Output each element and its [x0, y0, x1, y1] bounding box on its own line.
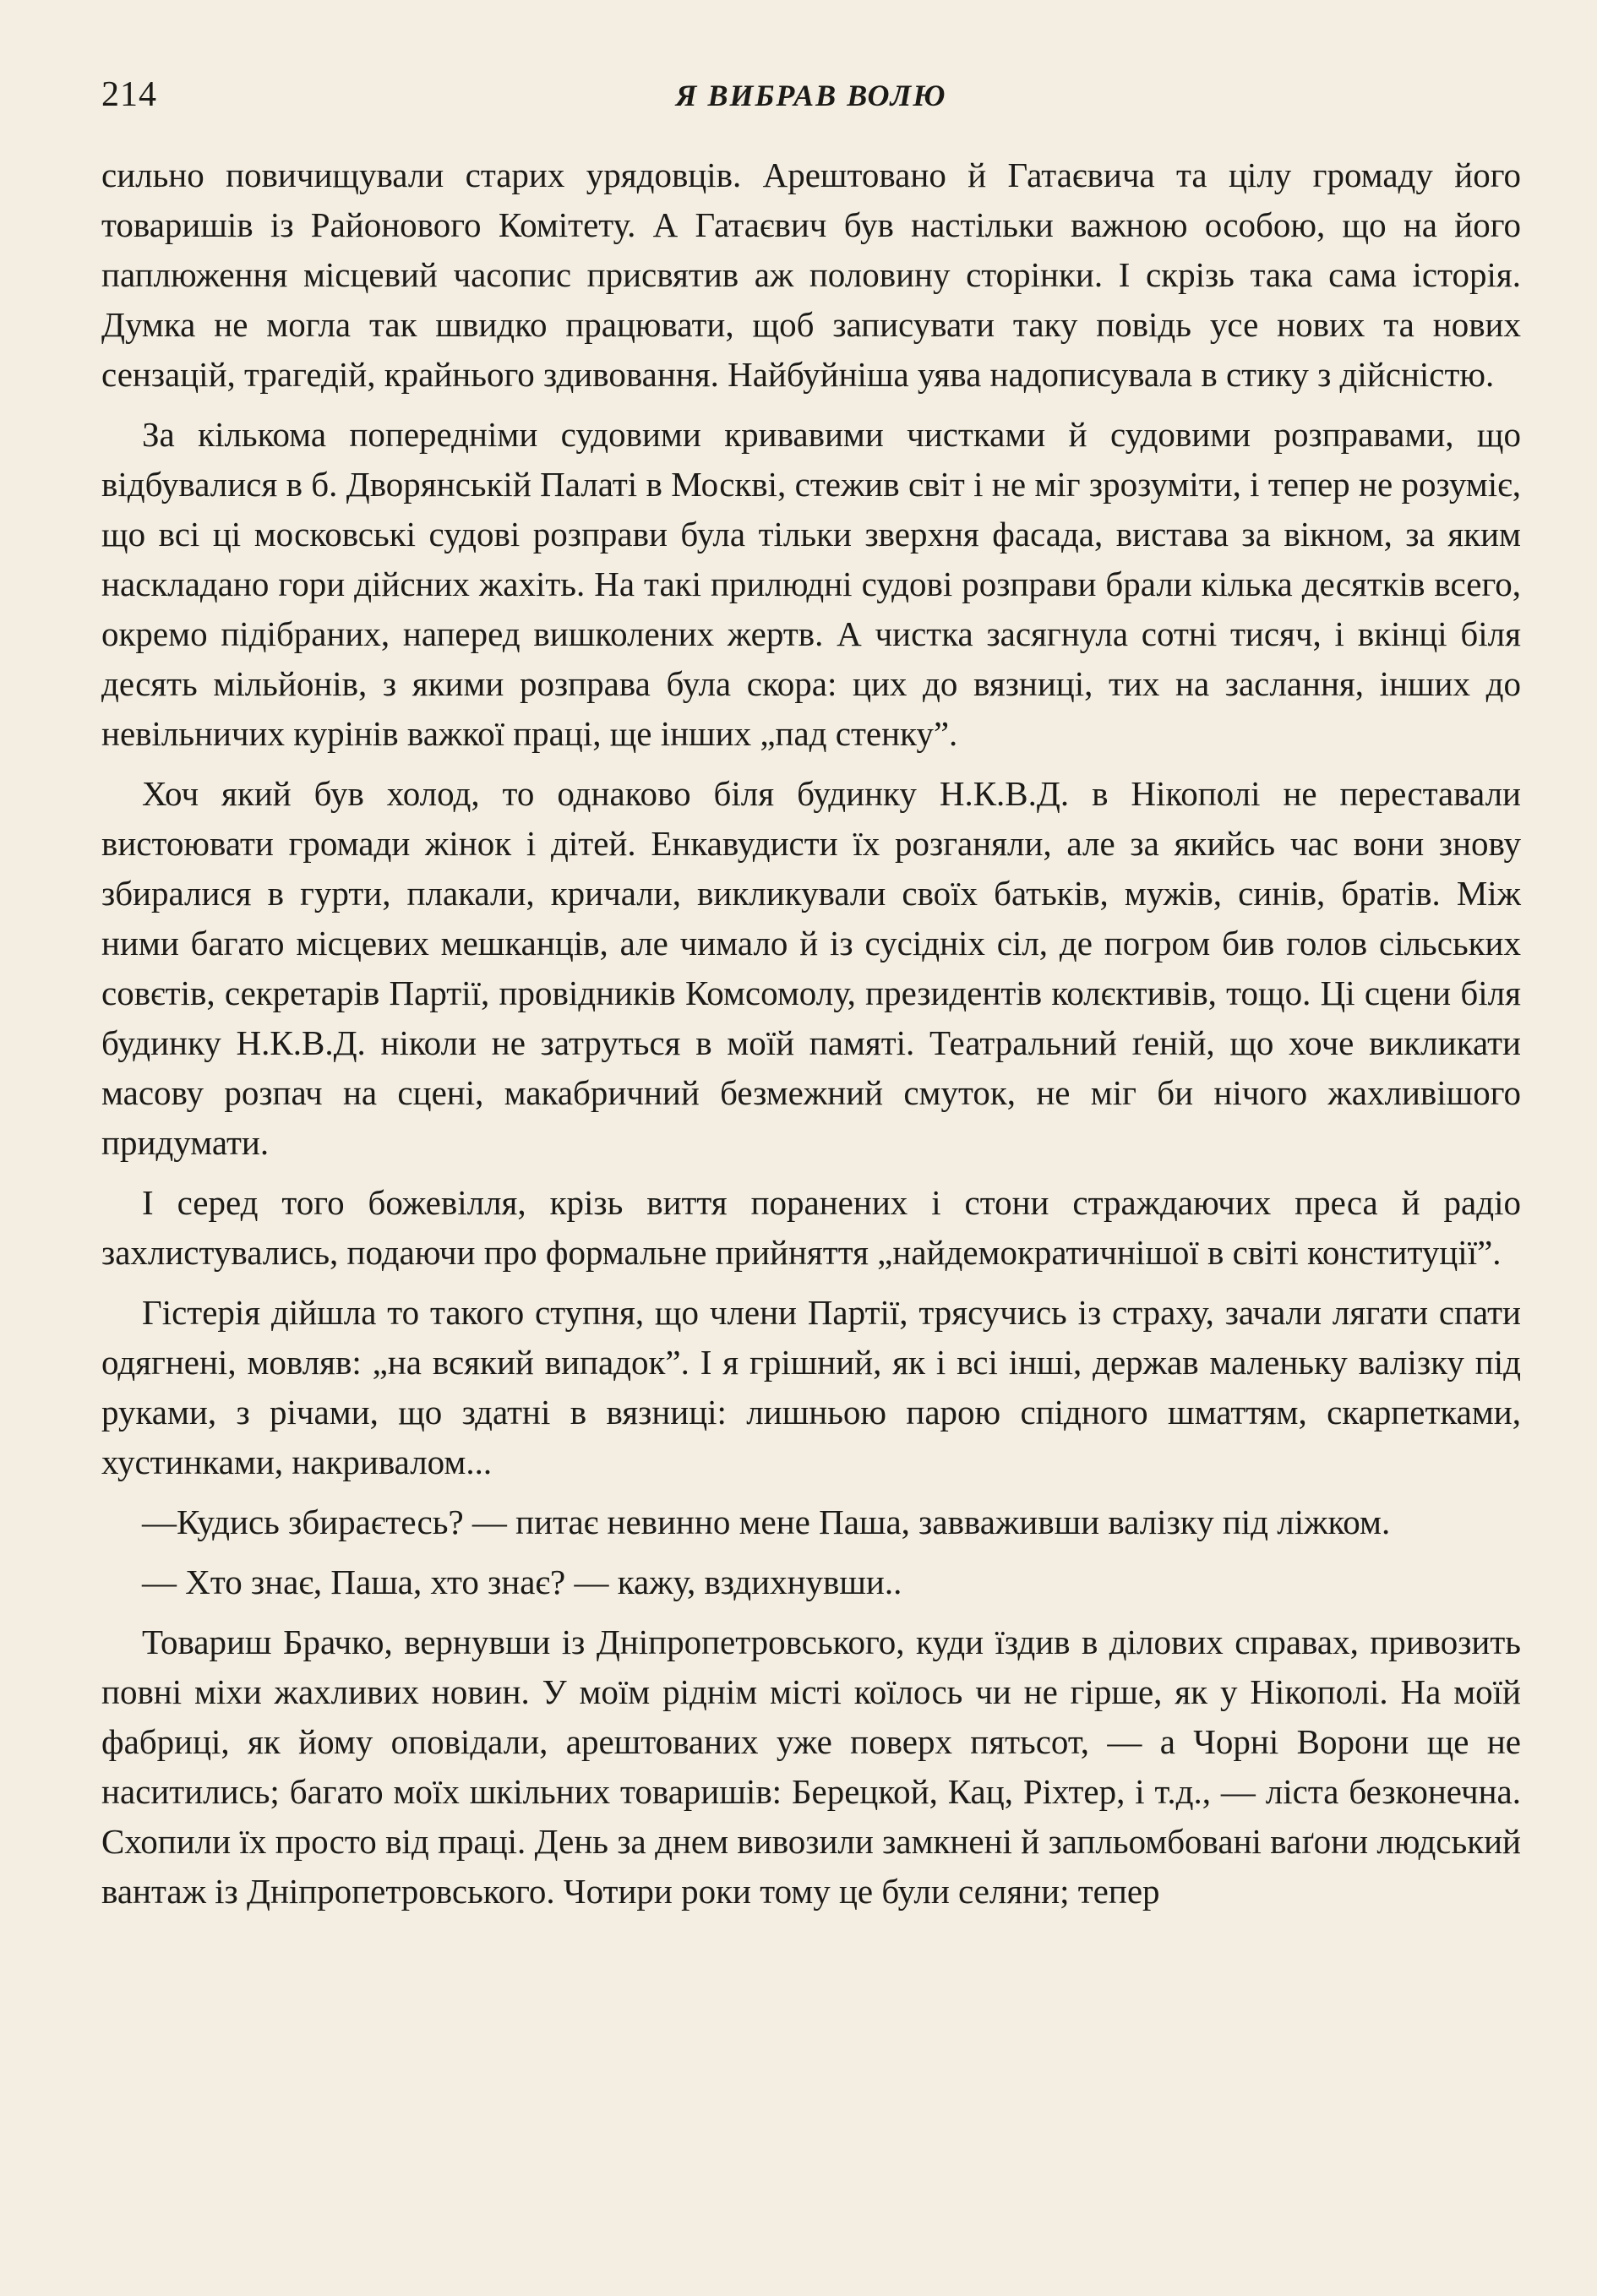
- paragraph-6: —Кудись збираєтесь? — питає невинно мене Паша, завваживши валізку під ліжком.: [142, 1502, 1391, 1541]
- paragraph-2: За кількома попередніми судовими кривавими чистками й судовими розправами, що відбувалися в б. Дворянській Палаті в Москві, стежив світ і не міг зрозуміти, і тепер не розуміє, що всі ці московські судові розправи була тільки зверхня фасада, вистава за вікном, за яким наскладано гори дійсних жахіть. На такі прилюдні судові розправи брали кілька десятків всего, окремо підібраних, наперед вишколених жертв. А чистка засягнула сотні тисяч, і вкінці біля десять мільйонів, з якими розправа була скора: цих до вязниці, тих на заслання, інших до невільничих курінів важкої праці, ще інших „пад стенку”.: [101, 415, 1521, 753]
- paragraph-5: Гістерія дійшла то такого ступня, що члени Партії, трясучись із страху, зачали лягати спати одягнені, мовляв: „на всякий випадок”. І я грішний, як і всі інші, держав маленьку валізку під руками, з річами, що здатні в вязниці: лишньою парою спідного шматтям, скарпетками, хустинками, накривалом...: [101, 1293, 1521, 1481]
- page-number: 214: [101, 75, 157, 114]
- paragraph-8: Товариш Брачко, вернувши із Дніпропетровського, куди їздив в ділових справах, привозить повні міхи жахливих новин. У моїм ріднім місті коїлось чи не гірше, як у Нікополі. На моїй фабриці, як йому оповідали, арештованих уже поверх пятьсот, — а Чорні Ворони ще не наситились; багато моїх шкільних товаришів: Берецкой, Кац, Ріхтер, і т.д., — ліста безконечна. Схопили їх просто від праці. День за днем вивозили замкнені й запльомбовані ваґони людський вантаж із Дніпропетровського. Чотири роки тому це були селяни; тепер: [101, 1622, 1521, 1911]
- paragraph-1: сильно повичищували старих урядовців. Арештовано й Гатаєвича та цілу громаду його товаришів із Районового Комітету. А Гатаєвич був настільки важною особою, що на його паплюження місцевий часопис присвятив аж половину сторінки. І скрізь така сама історія. Думка не могла так швидко працювати, щоб записувати таку повідь усе нових та нових сензацій, трагедій, крайнього здивовання. Найбуйніша уява надописувала в стику з дійсністю.: [101, 155, 1521, 394]
- running-head: [101, 74, 1521, 125]
- body-text: [101, 150, 1521, 1927]
- paragraph-7: — Хто знає, Паша, хто знає? — кажу, вздихнувши..: [142, 1562, 902, 1601]
- paragraph-4: І серед того божевілля, крізь виття поранених і стони страждаючих преса й радіо захлистувались, подаючи про формальне прийняття „найдемократичнішої в світі конституції”.: [101, 1183, 1521, 1272]
- paragraph-3: Хоч який був холод, то однаково біля будинку Н.К.В.Д. в Нікополі не переставали вистоювати громади жінок і дітей. Енкавудисти їх розганяли, але за якийсь час вони знову збиралися в гурти, плакали, кричали, викликували своїх батьків, мужів, синів, братів. Між ними багато місцевих мешканців, але чимало й із сусідніх сіл, де погром бив голов сільських совєтів, секретарів Партії, провідників Комсомолу, президентів колєктивів, тощо. Ці сцени біля будинку Н.К.В.Д. ніколи не затруться в моїй памяті. Театральний ґеній, що хоче викликати масову розпач на сцені, макабричний безмежний смуток, не міг би нічого жахливішого придумати.: [101, 774, 1521, 1162]
- running-title: Я ВИБРАВ ВОЛЮ: [675, 79, 947, 112]
